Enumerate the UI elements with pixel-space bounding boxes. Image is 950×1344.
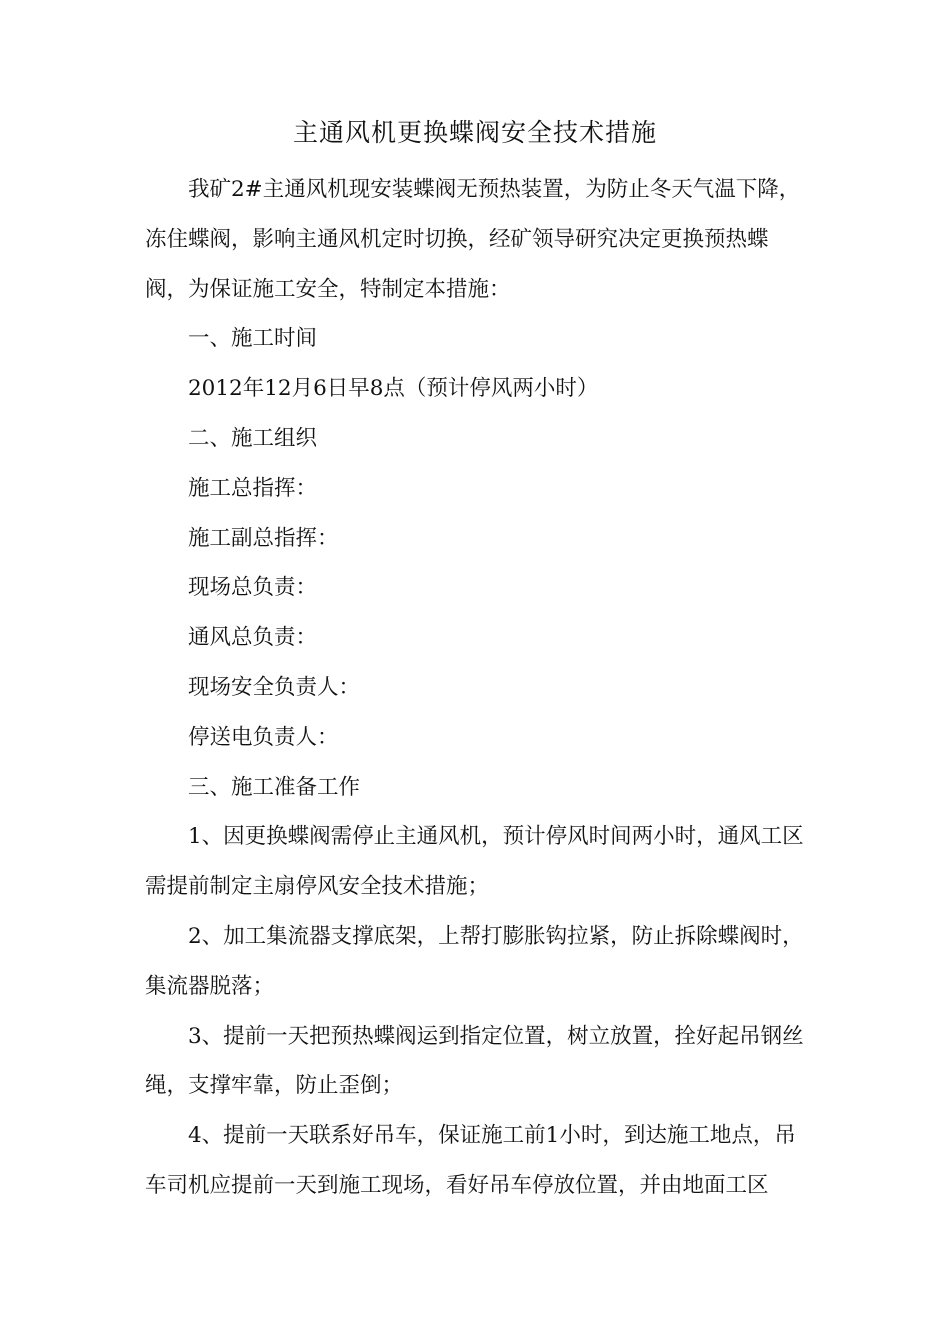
section-heading-time: 一、施工时间 xyxy=(188,326,318,352)
section-heading-preparation: 三、施工准备工作 xyxy=(188,774,361,800)
role-ventilation-lead: 通风总负责： xyxy=(188,625,318,651)
paragraph-time: 2012年12月6日早8点（预计停风两小时） xyxy=(188,376,599,402)
paragraph-intro: 我矿2#主通风机现安装蝶阀无预热装置，为防止冬天气温下降，冻住蝶阀，影响主通风机定时切换，经矿领导研究决定更换预热蝶阀，为保证施工安全，特制定本措施： xyxy=(145,177,801,302)
role-power-lead: 停送电负责人： xyxy=(188,724,339,750)
preparation-item-4: 4、提前一天联系好吊车，保证施工前1小时，到达施工地点，吊车司机应提前一天到施工现场，看好吊车停放位置，并由地面工区 xyxy=(145,1123,796,1198)
role-commander: 施工总指挥： xyxy=(188,475,318,501)
preparation-item-3: 3、提前一天把预热蝶阀运到指定位置，树立放置，拴好起吊钢丝绳，支撑牢靠，防止歪倒； xyxy=(145,1023,804,1099)
preparation-item-1: 1、因更换蝶阀需停止主通风机，预计停风时间两小时，通风工区需提前制定主扇停风安全技术措施； xyxy=(145,824,804,900)
role-deputy-commander: 施工副总指挥： xyxy=(188,525,339,551)
document-body xyxy=(145,165,810,1211)
preparation-item-2: 2、加工集流器支撑底架，上帮打膨胀钩拉紧，防止拆除蝶阀时，集流器脱落； xyxy=(145,923,804,999)
role-safety-lead: 现场安全负责人： xyxy=(188,674,361,700)
document-title: 主通风机更换蝶阀安全技术措施 xyxy=(292,118,657,147)
section-heading-organization: 二、施工组织 xyxy=(188,425,318,451)
role-site-lead: 现场总负责： xyxy=(188,575,318,601)
